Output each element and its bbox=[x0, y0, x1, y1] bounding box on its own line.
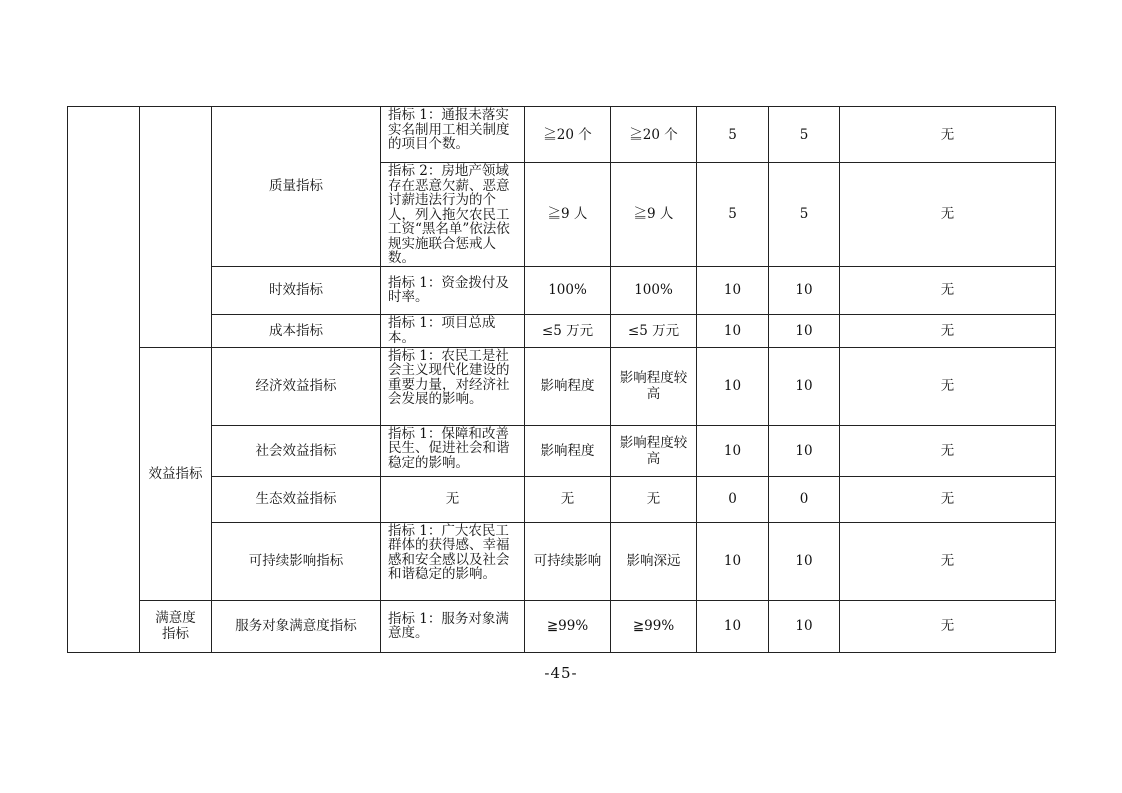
score-value: 0 bbox=[769, 476, 840, 522]
table-row bbox=[68, 314, 1056, 347]
remark-value: 无 bbox=[840, 522, 1056, 600]
remark-value: 无 bbox=[840, 163, 1056, 267]
weight-value: 10 bbox=[697, 266, 769, 314]
score-value: 10 bbox=[769, 314, 840, 347]
indicator-description: 指标 1：广大农民工群体的获得感、幸福感和安全感以及社会和谐稳定的影响。 bbox=[381, 522, 525, 600]
indicator-description: 指标 1：保障和改善民生、促进社会和谐稳定的影响。 bbox=[381, 425, 525, 476]
weight-value: 5 bbox=[697, 107, 769, 163]
level1-indicator-cell bbox=[68, 107, 140, 653]
level2-indicator-cell: 效益指标 bbox=[140, 347, 212, 600]
weight-value: 5 bbox=[697, 163, 769, 267]
target-value: ≤5 万元 bbox=[525, 314, 611, 347]
actual-value: 影响程度较高 bbox=[611, 425, 697, 476]
target-value: 影响程度 bbox=[525, 347, 611, 425]
level2-indicator-cell bbox=[140, 107, 212, 348]
target-value: 无 bbox=[525, 476, 611, 522]
level3-indicator-cell: 成本指标 bbox=[212, 314, 381, 347]
indicator-description: 指标 1：服务对象满意度。 bbox=[381, 600, 525, 652]
remark-value: 无 bbox=[840, 314, 1056, 347]
table-row bbox=[68, 600, 1056, 652]
target-value: ≧20 个 bbox=[525, 107, 611, 163]
page-number: -45- bbox=[544, 664, 578, 682]
score-value: 5 bbox=[769, 163, 840, 267]
weight-value: 10 bbox=[697, 522, 769, 600]
table-row bbox=[68, 266, 1056, 314]
remark-value: 无 bbox=[840, 476, 1056, 522]
remark-value: 无 bbox=[840, 266, 1056, 314]
weight-value: 10 bbox=[697, 314, 769, 347]
table-row bbox=[68, 425, 1056, 476]
actual-value: ≧9 人 bbox=[611, 163, 697, 267]
score-value: 10 bbox=[769, 600, 840, 652]
actual-value: 影响深远 bbox=[611, 522, 697, 600]
score-value: 10 bbox=[769, 347, 840, 425]
indicator-description: 指标 1：资金拨付及时率。 bbox=[381, 266, 525, 314]
actual-value: 影响程度较高 bbox=[611, 347, 697, 425]
remark-value: 无 bbox=[840, 107, 1056, 163]
level3-indicator-cell: 经济效益指标 bbox=[212, 347, 381, 425]
target-value: 100% bbox=[525, 266, 611, 314]
level3-indicator-cell: 质量指标 bbox=[212, 107, 381, 267]
score-value: 10 bbox=[769, 522, 840, 600]
weight-value: 10 bbox=[697, 347, 769, 425]
remark-value: 无 bbox=[840, 425, 1056, 476]
level3-indicator-cell: 生态效益指标 bbox=[212, 476, 381, 522]
score-value: 10 bbox=[769, 425, 840, 476]
score-value: 10 bbox=[769, 266, 840, 314]
actual-value: ≤5 万元 bbox=[611, 314, 697, 347]
target-value: 可持续影响 bbox=[525, 522, 611, 600]
table-row bbox=[68, 107, 1056, 163]
table-row bbox=[68, 476, 1056, 522]
target-value: 影响程度 bbox=[525, 425, 611, 476]
score-value: 5 bbox=[769, 107, 840, 163]
performance-indicator-table bbox=[67, 106, 1056, 653]
weight-value: 10 bbox=[697, 600, 769, 652]
table-row bbox=[68, 522, 1056, 600]
weight-value: 10 bbox=[697, 425, 769, 476]
actual-value: ≧20 个 bbox=[611, 107, 697, 163]
actual-value: 100% bbox=[611, 266, 697, 314]
level2-indicator-cell: 满意度指标 bbox=[140, 600, 212, 652]
level3-indicator-cell: 可持续影响指标 bbox=[212, 522, 381, 600]
indicator-description: 指标 2：房地产领域存在恶意欠薪、恶意讨薪违法行为的个人，列入拖欠农民工工资“黑名单”依法依规实施联合惩戒人数。 bbox=[381, 163, 525, 267]
remark-value: 无 bbox=[840, 600, 1056, 652]
target-value: ≧9 人 bbox=[525, 163, 611, 267]
target-value: ≧99% bbox=[525, 600, 611, 652]
indicator-description: 指标 1：农民工是社会主义现代化建设的重要力量，对经济社会发展的影响。 bbox=[381, 347, 525, 425]
indicator-description: 指标 1：通报未落实实名制用工相关制度的项目个数。 bbox=[381, 107, 525, 163]
weight-value: 0 bbox=[697, 476, 769, 522]
remark-value: 无 bbox=[840, 347, 1056, 425]
level3-indicator-cell: 服务对象满意度指标 bbox=[212, 600, 381, 652]
indicator-description: 无 bbox=[381, 476, 525, 522]
actual-value: 无 bbox=[611, 476, 697, 522]
table-row bbox=[68, 347, 1056, 425]
level3-indicator-cell: 时效指标 bbox=[212, 266, 381, 314]
actual-value: ≧99% bbox=[611, 600, 697, 652]
indicator-description: 指标 1：项目总成本。 bbox=[381, 314, 525, 347]
level3-indicator-cell: 社会效益指标 bbox=[212, 425, 381, 476]
